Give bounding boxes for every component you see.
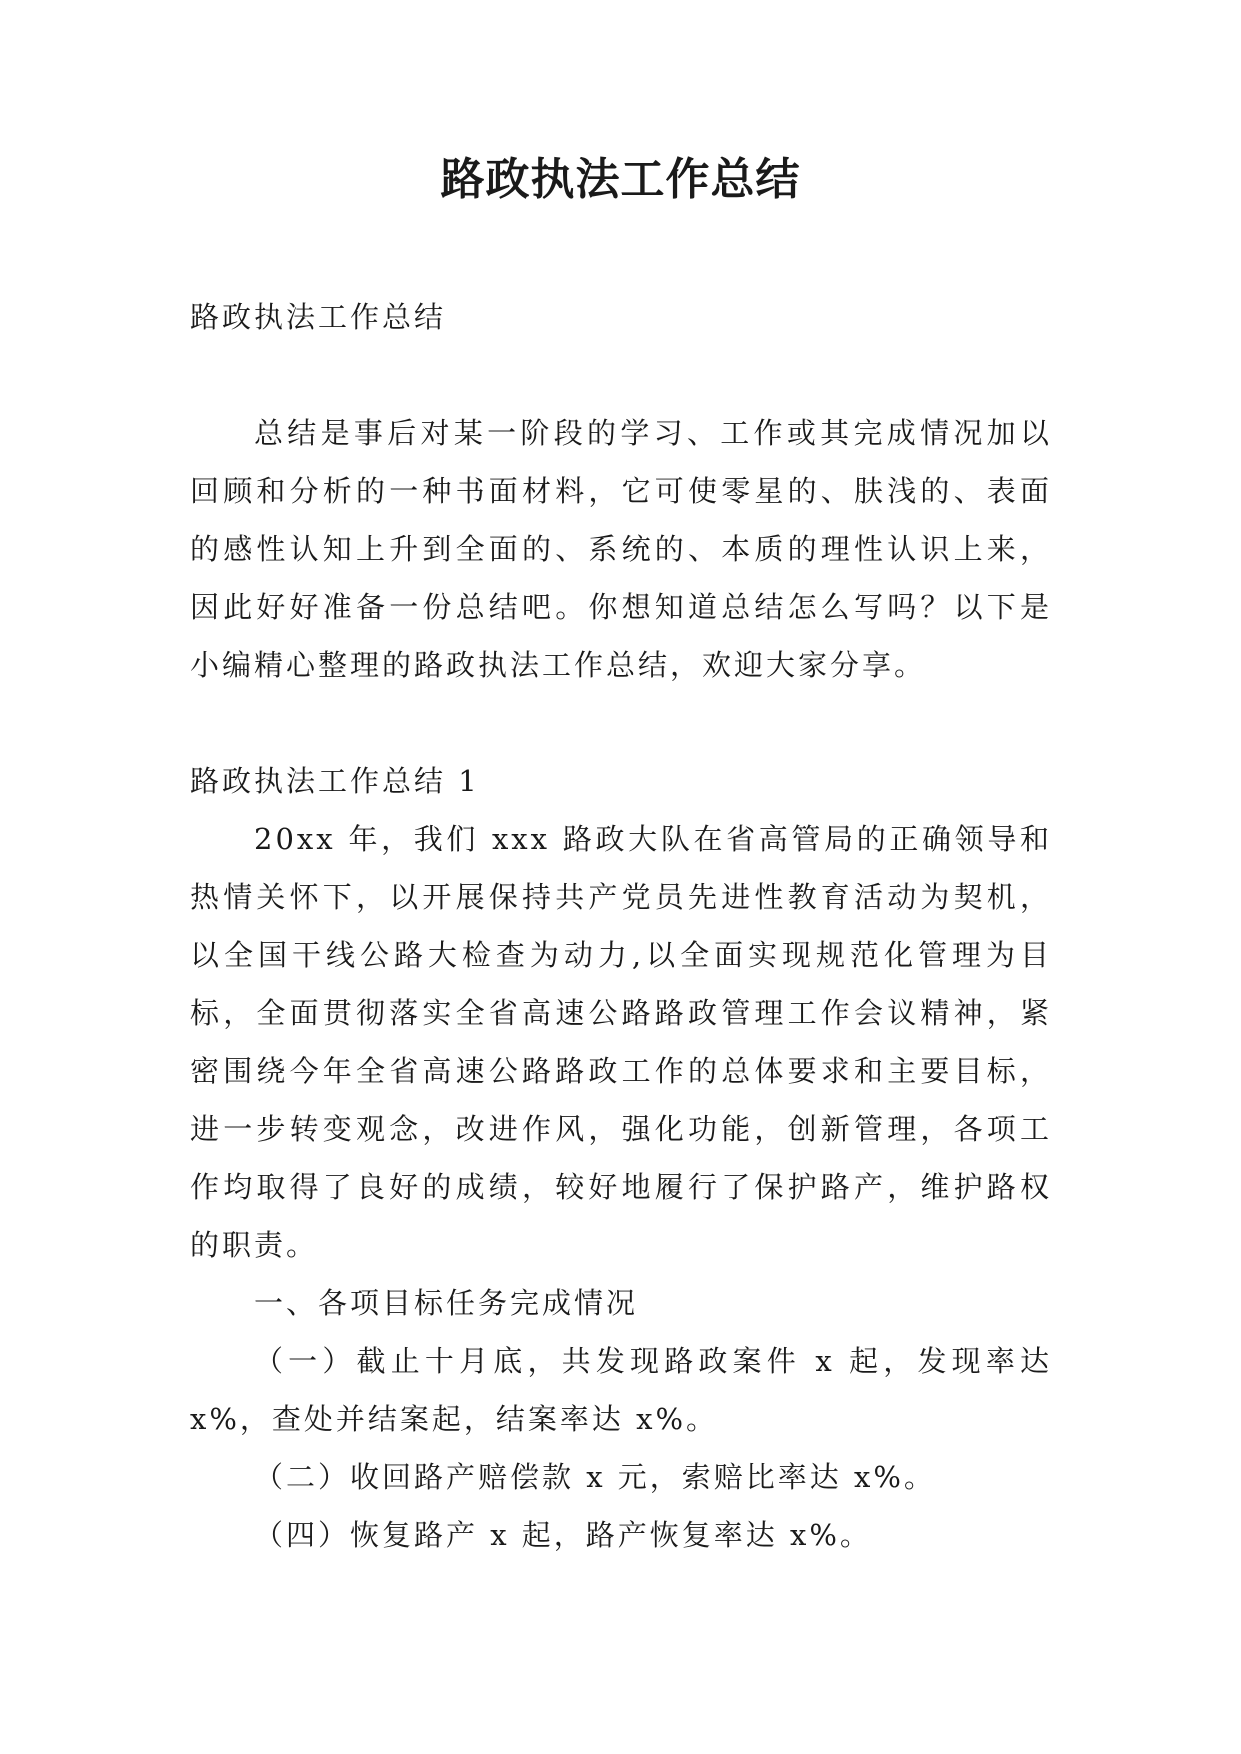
intro-paragraph: 总结是事后对某一阶段的学习、工作或其完成情况加以回顾和分析的一种书面材料，它可使零星的、肤浅的、表面的感性认知上升到全面的、系统的、本质的理性认识上来，因此好好准备一份总结吧。你想知道总结怎么写吗？以下是小编精心整理的路政执法工作总结，欢迎大家分享。 <box>190 416 1052 682</box>
document-title: 路政执法工作总结 <box>440 154 801 205</box>
list-item: （二）收回路产赔偿款 x 元，索赔比率达 x%。 <box>254 1460 936 1494</box>
section-paragraph: 20xx 年，我们 xxx 路政大队在省高管局的正确领导和热情关怀下，以开展保持共产党员先进性教育活动为契机，以全国干线公路大检查为动力,以全面实现规范化管理为目标，全面贯彻落实全省高速公路路政管理工作会议精神，紧密围绕今年全省高速公路路政工作的总体要求和主要目标，进一步转变观念，改进作风，强化功能，创新管理，各项工作均取得了良好的成绩，较好地履行了保护路产，维护路权的职责。 <box>190 822 1052 1262</box>
document-subtitle: 路政执法工作总结 <box>190 300 447 334</box>
list-item: （四）恢复路产 x 起，路产恢复率达 x%。 <box>254 1518 872 1552</box>
document-body <box>190 288 1052 1564</box>
list-item: （一）截止十月底，共发现路政案件 x 起，发现率达 x%，查处并结案起，结案率达 x%。 <box>190 1344 1052 1436</box>
section-heading: 路政执法工作总结 1 <box>190 764 480 798</box>
subheading: 一、各项目标任务完成情况 <box>254 1286 639 1320</box>
